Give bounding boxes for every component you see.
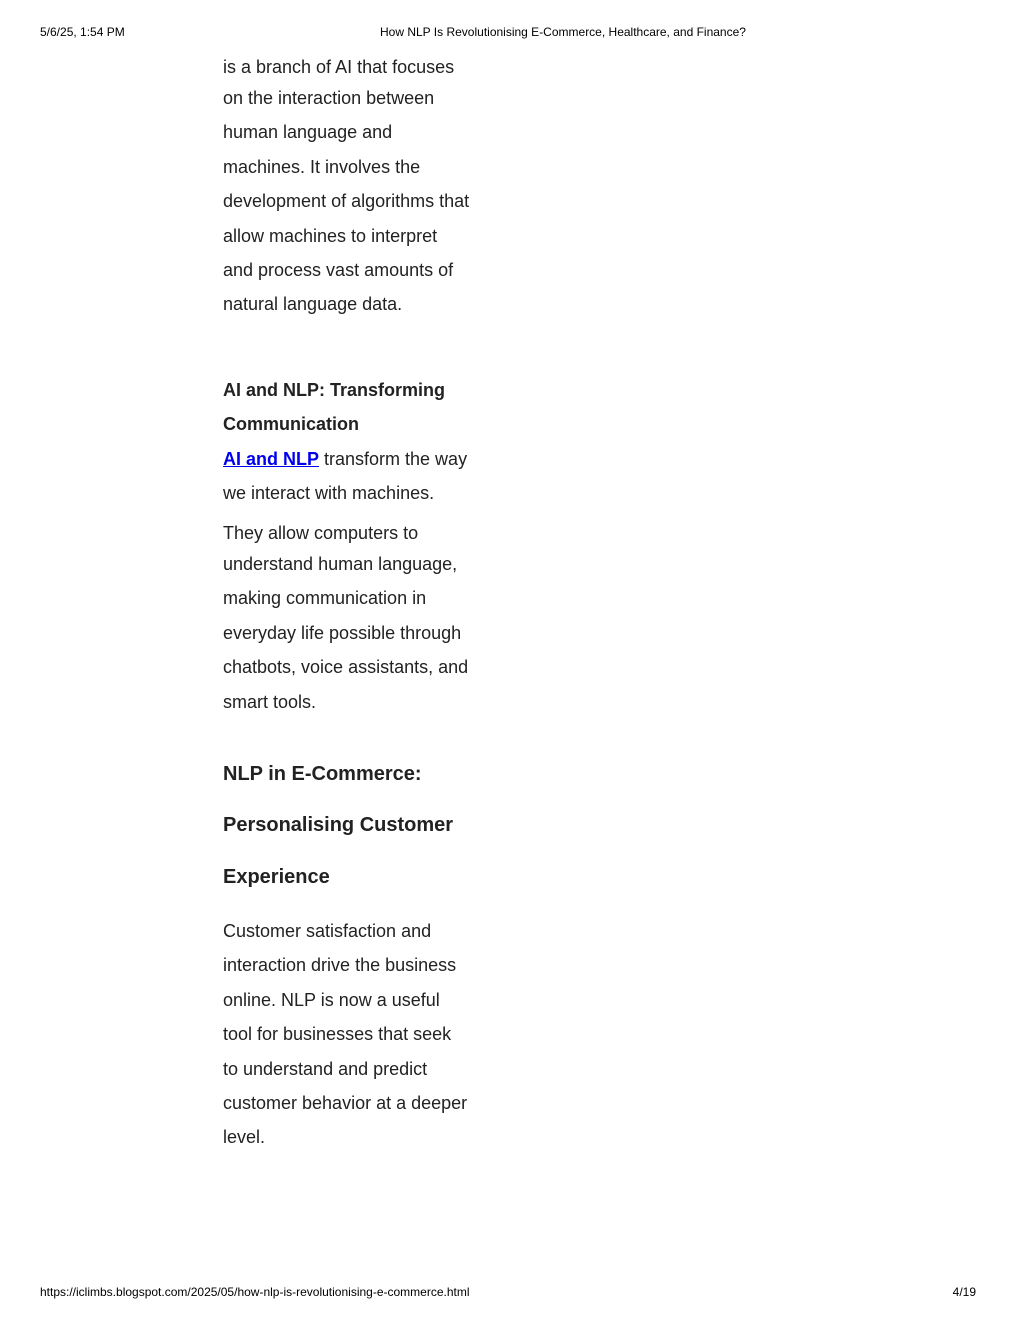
text-line: smart tools. [223,691,317,712]
paragraph-nlp-definition [223,51,483,322]
text-line: everyday life possible through [223,622,462,643]
text-line: development of algorithms that [223,191,470,212]
text-line: understand human language, [223,554,458,574]
paragraph-computers-understand [223,517,483,719]
print-url: https://iclimbs.blogspot.com/2025/05/how-nlp-is-revolutionising-e-commerce.html [40,1285,470,1299]
text-line: making communication in [223,588,427,609]
text-line: is a branch of AI that focuses [223,57,455,77]
text-line: allow machines to interpret [223,225,438,246]
text-line: tool for businesses that seek [223,1024,452,1045]
print-page-title: How NLP Is Revolutionising E-Commerce, Healthcare, and Finance? [380,25,746,39]
text-line: chatbots, voice assistants, and [223,657,469,678]
paragraph-ai-nlp-transform [223,442,483,511]
page-number: 4/19 [952,1285,976,1299]
heading-ai-nlp-communication [223,373,483,442]
print-datetime: 5/6/25, 1:54 PM [40,25,125,39]
text-line: customer behavior at a deeper [223,1092,468,1113]
text-line: They allow computers to [223,523,419,543]
text-fragment: transform the way [319,449,468,469]
ai-and-nlp-link[interactable]: AI and NLP [223,449,320,469]
text-line: interaction drive the business [223,955,457,976]
text-line: machines. It involves the [223,156,421,177]
text-line: we interact with machines. [223,483,435,504]
text-line [223,442,483,476]
heading-line: AI and NLP: Transforming [223,380,446,400]
heading-line: Experience [223,865,330,888]
heading-line: Communication [223,414,360,435]
print-footer [0,1285,1024,1301]
heading-nlp-ecommerce [223,756,483,910]
heading-line: NLP in E-Commerce: [223,763,422,785]
heading-line: Personalising Customer [223,814,454,837]
text-line: to understand and predict [223,1058,428,1079]
text-line: online. NLP is now a useful [223,989,440,1010]
text-line: and process vast amounts of [223,259,454,280]
text-line: human language and [223,122,393,143]
text-line: Customer satisfaction and [223,921,432,941]
text-line: on the interaction between [223,88,435,108]
paragraph-customer-satisfaction [223,914,483,1155]
text-line: level. [223,1127,266,1148]
print-header [0,25,1024,41]
text-line: natural language data. [223,294,403,315]
